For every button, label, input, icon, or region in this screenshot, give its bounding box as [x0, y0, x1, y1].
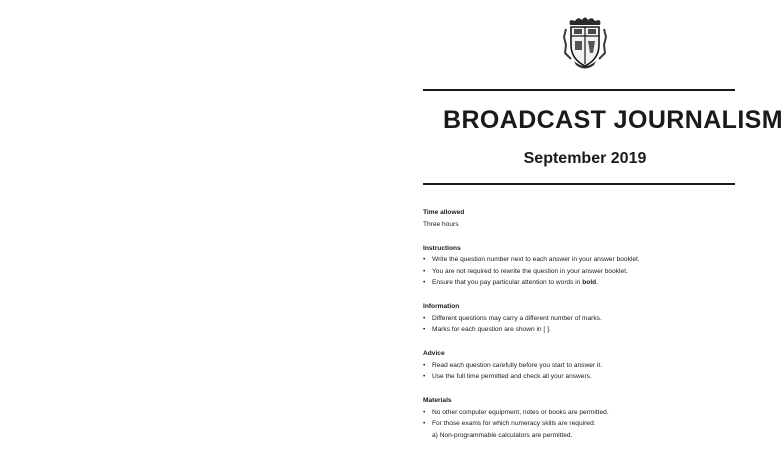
list-item: • For those exams for which numeracy skills are required: — [423, 418, 763, 430]
information-list — [423, 313, 763, 336]
materials-list — [423, 407, 763, 430]
instructions-section — [423, 243, 763, 289]
time-value: Three hours — [423, 220, 459, 228]
materials-section — [423, 395, 763, 441]
list-item — [423, 277, 763, 289]
advice-heading: Advice — [423, 350, 445, 357]
advice-list — [423, 360, 763, 383]
list-item: • Different questions may carry a different number of marks. — [423, 313, 763, 325]
bold-word: bold — [582, 279, 597, 286]
list-item: • Marks for each question are shown in [ ]. — [423, 324, 763, 336]
list-item: • Write the question number next to each answer in your answer booklet. — [423, 254, 763, 266]
exam-date: September 2019 — [523, 150, 647, 167]
top-rule — [423, 89, 735, 91]
time-heading: Time allowed — [423, 209, 465, 216]
advice-section — [423, 348, 763, 383]
list-item-text: Ensure that you pay particular attention to words in — [432, 279, 583, 286]
instructions-heading: Instructions — [423, 244, 461, 252]
instructions-list — [423, 254, 763, 289]
sub-list-item: a) Non-programmable calculators are permitted. — [432, 431, 573, 439]
list-item: • You are not required to rewrite the question in your answer booklet. — [423, 266, 763, 278]
exam-rubric — [423, 207, 763, 454]
list-item-suffix: . — [596, 279, 599, 286]
page-title: BROADCAST JOURNALISM — [443, 106, 783, 134]
list-item: • No other computer equipment, notes or books are permitted. — [423, 407, 763, 419]
bottom-rule — [423, 183, 735, 185]
information-section — [423, 301, 763, 336]
time-section — [423, 207, 763, 230]
information-heading: Information — [423, 303, 460, 310]
university-crest-icon — [562, 15, 608, 71]
materials-heading: Materials — [423, 397, 452, 404]
list-item: • Use the full time permitted and check all your answers. — [423, 371, 763, 383]
list-item: • Read each question carefully before you start to answer it. — [423, 360, 763, 372]
